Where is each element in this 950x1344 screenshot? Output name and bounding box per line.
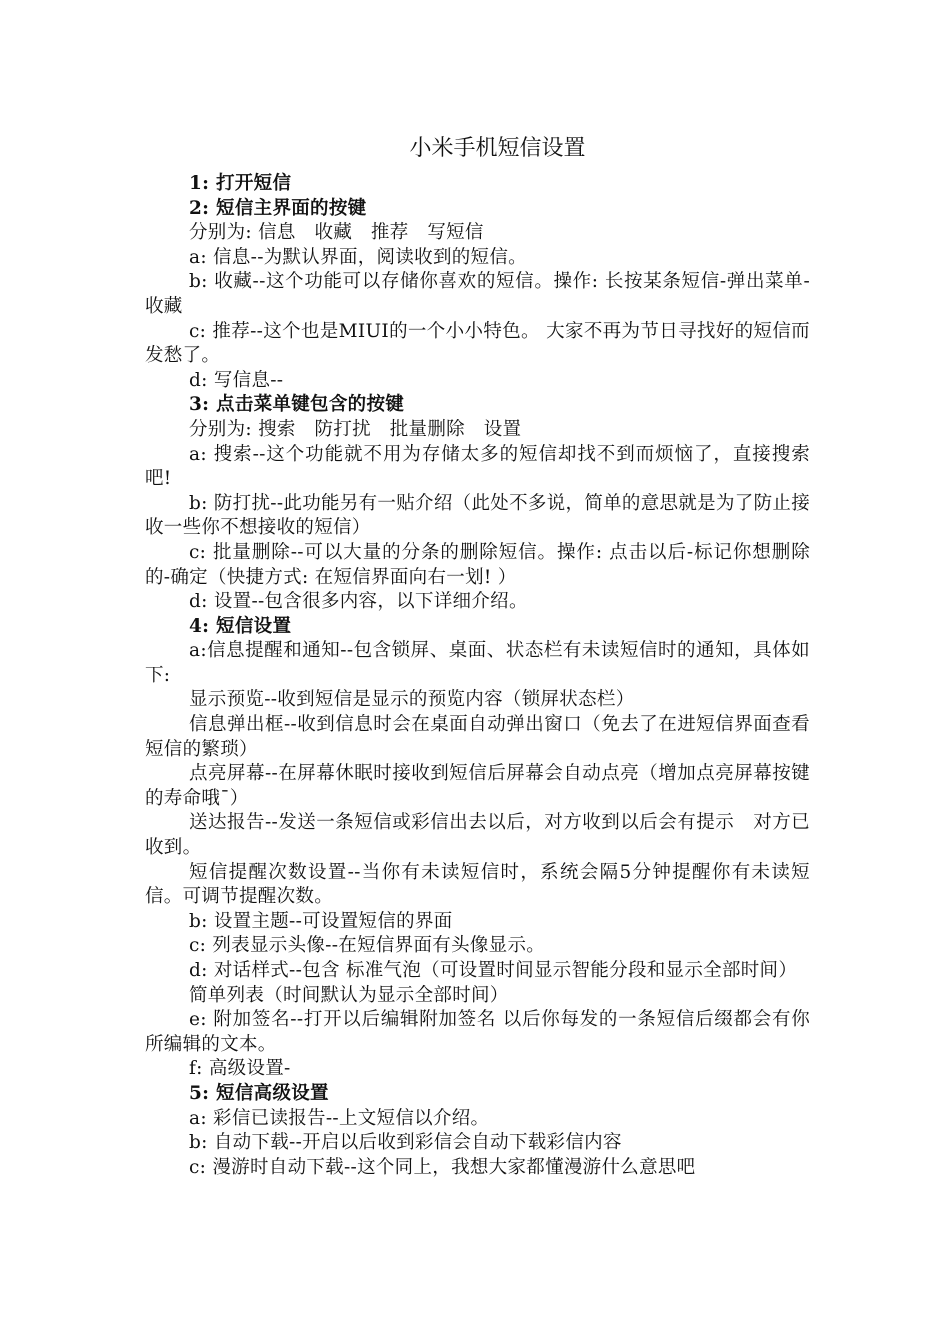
body-paragraph: a: 彩信已读报告--上文短信以介绍。 [189,1107,490,1129]
section-heading: 2: 短信主界面的按键 [189,197,367,219]
document-title: 小米手机短信设置 [409,136,586,161]
body-paragraph: c: 推荐--这个也是MIUI的一个小小特色。 大家不再为节日寻找好的短信而发愁了。 [145,320,810,367]
section-heading: 4: 短信设置 [189,615,292,637]
document-body [145,172,810,1180]
body-paragraph: d: 对话样式--包含 标准气泡（可设置时间显示智能分段和显示全部时间） [189,960,798,981]
section-heading: 5: 短信高级设置 [189,1082,329,1104]
section-heading: 1: 打开短信 [189,173,292,194]
body-paragraph: b: 设置主题--可设置短信的界面 [189,910,453,932]
body-paragraph: b: 防打扰--此功能另有一贴介绍（此处不多说，简单的意思就是为了防止接收一些你不想接收的短信） [145,492,810,539]
section-heading: 3: 点击菜单键包含的按键 [189,394,405,416]
body-paragraph: b: 自动下载--开启以后收到彩信会自动下载彩信内容 [189,1132,622,1154]
body-paragraph: c: 列表显示头像--在短信界面有头像显示。 [189,935,546,957]
body-paragraph: a: 搜索--这个功能就不用为存储太多的短信却找不到而烦恼了，直接搜索吧! [145,443,810,490]
body-paragraph: 分别为: 搜索 防打扰 批量删除 设置 [189,418,522,440]
body-paragraph: 信息弹出框--收到信息时会在桌面自动弹出窗口（免去了在进短信界面查看短信的繁琐） [145,714,810,760]
body-paragraph: b: 收藏--这个功能可以存储你喜欢的短信。操作: 长按某条短信-弹出菜单-收藏 [145,271,810,317]
body-paragraph: c: 批量删除--可以大量的分条的删除短信。操作: 点击以后-标记你想删除的-确定（快捷方式: 在短信界面向右一划! ） [145,541,810,588]
body-paragraph: d: 设置--包含很多内容，以下详细介绍。 [189,591,528,613]
body-paragraph: 点亮屏幕--在屏幕休眠时接收到短信后屏幕会自动点亮（增加点亮屏幕按键的寿命哦¯） [145,763,810,809]
body-paragraph: 短信提醒次数设置--当你有未读短信时，系统会隔5分钟提醒你有未读短信。可调节提醒次数。 [145,861,810,908]
body-paragraph: f: 高级设置- [189,1058,291,1080]
body-paragraph: 简单列表（时间默认为显示全部时间） [189,984,509,1006]
body-paragraph: e: 附加签名--打开以后编辑附加签名 以后你每发的一条短信后缀都会有你所编辑的文本。 [145,1009,810,1055]
body-paragraph: c: 漫游时自动下载--这个同上，我想大家都懂漫游什么意思吧 [189,1156,696,1178]
body-paragraph: 显示预览--收到短信是显示的预览内容（锁屏状态栏） [189,689,635,711]
body-paragraph: d: 写信息-- [189,369,284,391]
document-page [145,132,810,1180]
body-paragraph: 送达报告--发送一条短信或彩信出去以后，对方收到以后会有提示 对方已收到。 [145,812,810,859]
body-paragraph: a:信息提醒和通知--包含锁屏、桌面、状态栏有未读短信时的通知，具体如下: [145,640,810,686]
body-paragraph: 分别为: 信息 收藏 推荐 写短信 [189,222,484,244]
body-paragraph: a: 信息--为默认界面，阅读收到的短信。 [189,246,527,268]
